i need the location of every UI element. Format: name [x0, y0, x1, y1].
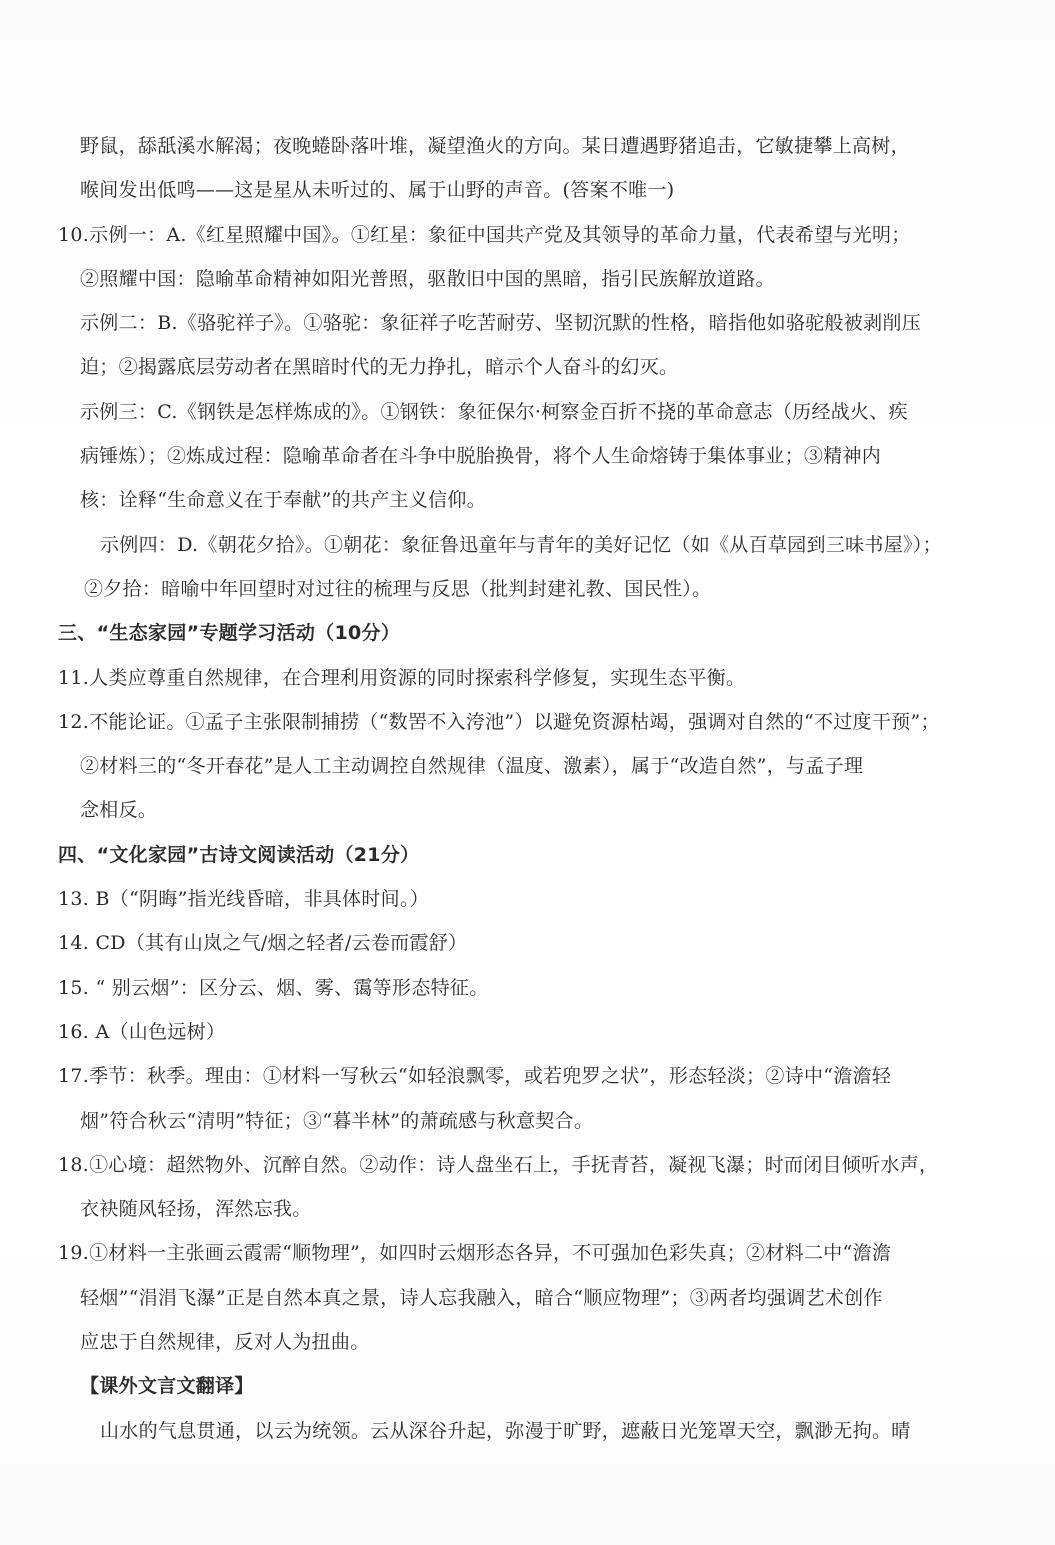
text-line: 轻烟”“涓涓飞瀑”正是自然本真之景，诗人忘我融入，暗合“顺应物理”；③两者均强调艺术创作 — [80, 1286, 883, 1309]
section-4-heading: 四、“文化家园”古诗文阅读活动（21分） — [58, 843, 420, 866]
text-line: 念相反。 — [80, 799, 158, 822]
answer-10-line: 10.示例一：A.《红星照耀中国》。①红星：象征中国共产党及其领导的革命力量，代表希望与光明； — [58, 223, 911, 246]
text-line: 核：诠释“生命意义在于奉献”的共产主义信仰。 — [80, 489, 487, 512]
answer-16-line: 16. A（山色远树） — [58, 1020, 226, 1043]
text-line: 野鼠，舔舐溪水解渴；夜晚蜷卧落叶堆，凝望渔火的方向。某日遭遇野猪追击，它敏捷攀上高树， — [80, 135, 910, 157]
text-line: 衣袂随风轻扬，浑然忘我。 — [80, 1198, 312, 1221]
answer-15-line: 15. “ 别云烟”：区分云、烟、雾、霭等形态特征。 — [58, 976, 489, 999]
answer-17-line: 17.季节：秋季。理由：①材料一写秋云“如轻浪飘零，或若兜罗之状”，形态轻淡；②诗中“澹澹轻 — [58, 1065, 892, 1088]
example-4-line: 示例四：D.《朝花夕拾》。①朝花：象征鲁迅童年与青年的美好记忆（如《从百草园到三味书屋》）； — [100, 533, 942, 556]
text-line: 应忠于自然规律，反对人为扭曲。 — [80, 1331, 370, 1354]
text-line: 迫；②揭露底层劳动者在黑暗时代的无力挣扎，暗示个人奋斗的幻灭。 — [80, 356, 679, 379]
section-3-heading: 三、“生态家园”专题学习活动（10分） — [58, 622, 401, 645]
translation-text-line: 山水的气息贯通，以云为统领。云从深谷升起，弥漫于旷野，遮蔽日光笼罩天空，飘渺无拘。晴 — [100, 1419, 911, 1442]
answer-12-line: 12.不能论证。①孟子主张限制捕捞（“数罟不入洿池”）以避免资源枯竭，强调对自然的“不过度干预”； — [58, 710, 940, 733]
text-line: 喉间发出低鸣——这是星从未听过的、属于山野的声音。(答案不唯一) — [80, 179, 675, 202]
translation-heading: 【课外文言文翻译】 — [80, 1375, 254, 1398]
example-3-line: 示例三：C.《钢铁是怎样炼成的》。①钢铁：象征保尔·柯察金百折不挠的革命意志（历经战火、疾 — [80, 400, 908, 423]
answer-11-line: 11.人类应尊重自然规律，在合理利用资源的同时探索科学修复，实现生态平衡。 — [58, 666, 746, 689]
answer-13-line: 13. B（“阴晦”指光线昏暗，非具体时间。） — [58, 888, 430, 911]
text-line: 烟”符合秋云“清明”特征；③“暮半林”的萧疏感与秋意契合。 — [80, 1109, 594, 1132]
text-line: ②夕拾：暗喻中年回望时对过往的梳理与反思（批判封建礼教、国民性）。 — [84, 577, 712, 600]
text-line: ②照耀中国：隐喻革命精神如阳光普照，驱散旧中国的黑暗，指引民族解放道路。 — [80, 267, 775, 290]
answer-14-line: 14. CD（其有山岚之气/烟之轻者/云卷而霞舒） — [58, 932, 468, 955]
example-2-line: 示例二：B.《骆驼祥子》。①骆驼：象征祥子吃苦耐劳、坚韧沉默的性格，暗指他如骆驼般被剥削压 — [80, 312, 922, 335]
text-line: ②材料三的“冬开春花”是人工主动调控自然规律（温度、激素），属于“改造自然”，与孟子理 — [80, 755, 864, 778]
answer-19-line: 19.①材料一主张画云霞需“顺物理”，如四时云烟形态各异，不可强加色彩失真；②材料二中“澹澹 — [58, 1242, 892, 1265]
answer-18-line: 18.①心境：超然物外、沉醉自然。②动作：诗人盘坐石上，手抚青苔，凝视飞瀑；时而闭目倾听水声， — [58, 1153, 939, 1176]
text-line: 病锤炼）；②炼成过程：隐喻革命者在斗争中脱胎换骨，将个人生命熔铸于集体事业；③精神内 — [80, 445, 882, 468]
